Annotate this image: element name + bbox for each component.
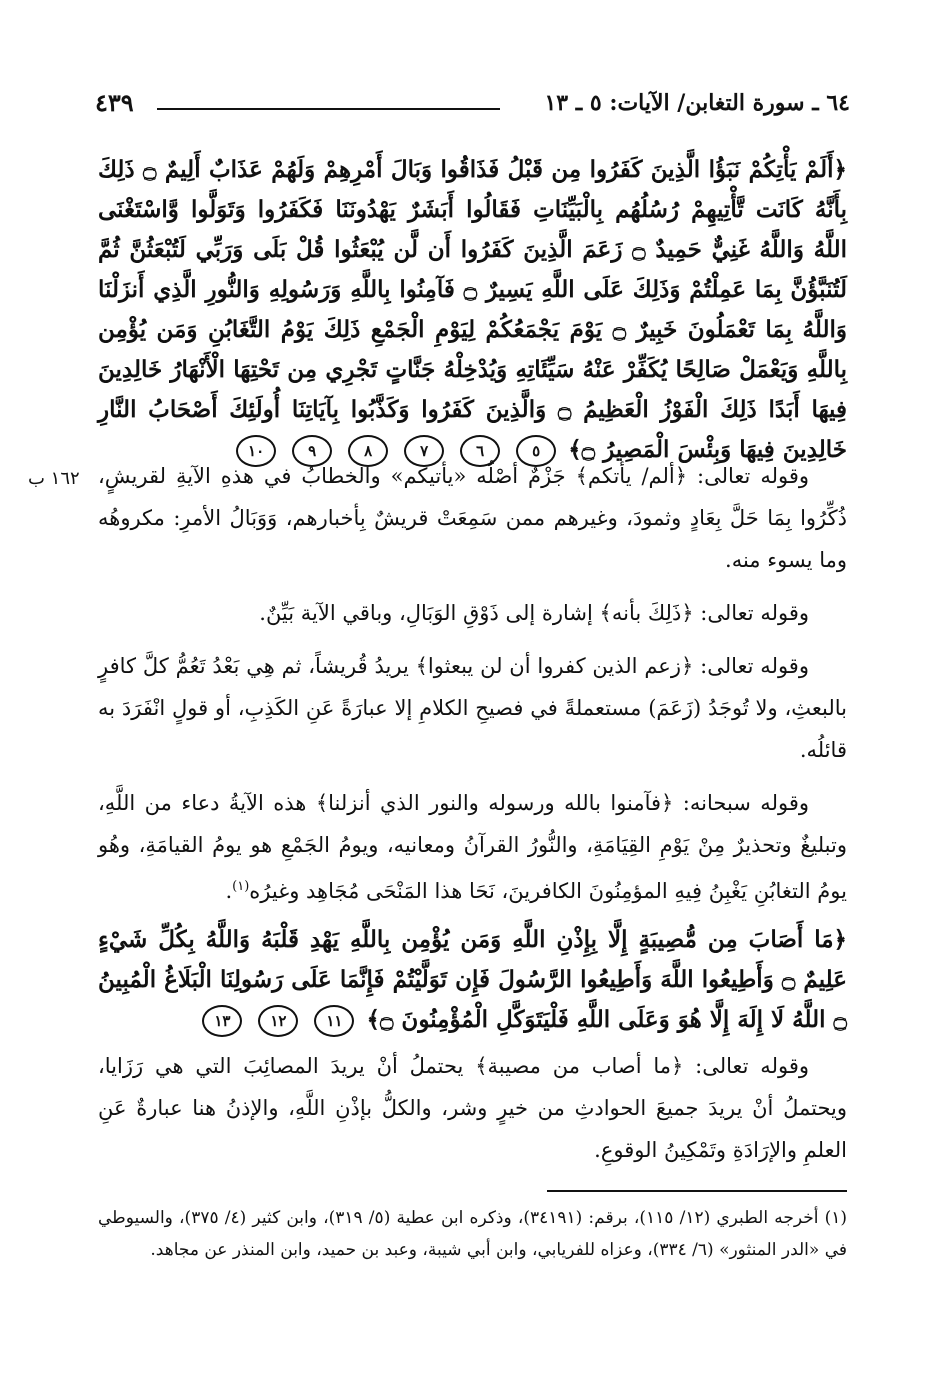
aya-number: ٩ [292,435,332,467]
manuscript-margin-note: ١٦٢ ب [28,468,80,489]
commentary-paragraph [98,645,847,771]
paragraph-text: وقوله تعالى: ﴿ذَلِكَ بأنه﴾ إشارة إلى ذَوْقِ الوَبَالِ، وباقي الآية بَيِّنٌ. [259,601,809,625]
aya-number: ١٠ [236,435,276,467]
footnote-reference: (١) [232,879,250,894]
page-number: ٤٣٩ [95,88,134,117]
aya-number: ٧ [404,435,444,467]
header-rule [157,108,500,110]
quran-verses-11-13 [98,920,847,1040]
aya-number: ١٣ [202,1005,242,1037]
quran-text: ﴿مَا أَصَابَ مِن مُّصِيبَةٍ إِلَّا بِإِذْنِ اللَّهِ وَمَن يُؤْمِن بِاللَّهِ يَهْدِ قَلْبَهُ وَاللَّهُ بِكُلِّ شَيْءٍ عَلِيمٌ ۝ وَأَطِيعُوا اللَّهَ وَأَطِيعُوا الرَّسُولَ فَإِن تَوَلَّيْتُمْ فَإِنَّمَا عَلَى رَسُولِنَا الْبَلَاغُ الْمُبِينُ ۝ اللَّهُ لَا إِلَهَ إِلَّا هُوَ وَعَلَى اللَّهِ فَلْيَتَوَكَّلِ الْمُؤْمِنُونَ ۝﴾ [98,926,848,1033]
aya-number: ٨ [348,435,388,467]
commentary-paragraph: وقوله سبحانه: ﴿فآمنوا بالله ورسوله والنور الذي أنزلنا﴾ هذه الآيةُ دعاء من اللَّهِ، وتبليغٌ وتحذيرٌ مِنْ يَوْمِ القِيَامَةِ، والنُّورُ القرآنُ ومعانيه، ويومُ الجَمْعِ هو يومُ القيامَةِ، وهُو يومُ التغابُنِ يَغْبِنُ فِيهِ المؤمِنُونَ الكافرينَ، نَحَا هذا المَنْحَى مُجَاهِد وغيرُه$^{(١)}$. [98,791,847,903]
paragraph-text: وقوله تعالى: ﴿ألم/ يأتكم﴾ جَزْمٌ أصْلُه «يأتيكم» والخطابُ في هذهِ الآيةِ لقريشٍ، ذُكِّرُوا بِمَا حَلَّ بِعَادٍ وثمودَ، وغيرهم ممن سَمِعَتْ قريشٌ بِأخبارهم، وَوَبَالُ الأمرِ: مكروهُه وما يسوء منه. [98,464,847,572]
quran-verses-5-10 [98,150,847,470]
paragraph-text: وقوله سبحانه: ﴿فآمنوا بالله ورسوله والنور الذي أنزلنا﴾ هذه الآيةُ دعاء من اللَّهِ، وتبليغٌ وتحذيرٌ مِنْ يَوْمِ القِيَامَةِ، والنُّورُ القرآنُ ومعانيه، ويومُ الجَمْعِ هو يومُ القيامَةِ، وهُو يومُ التغابُنِ يَغْبِنُ فِيهِ المؤمِنُونَ الكافرينَ، نَحَا هذا المَنْحَى مُجَاهِد وغيرُه [98,791,847,903]
commentary-paragraph [98,1045,847,1171]
commentary-paragraph [98,592,847,634]
footnote: (١) أخرجه الطبري (١٢/ ١١٥)، برقم: (٣٤١٩١)، وذكره ابن عطية (٥/ ٣١٩)، وابن كثير (٤/ ٣٧٥)، والسيوطي في «الدر المنثور» (٦/ ٣٣٤)، وعزاه للفريابي، وابن أبي شيبة، وعبد بن حميد، وابن المنذر عن مجاهد. [98,1208,848,1260]
footnote-rule [547,1190,847,1192]
running-header [95,88,850,122]
aya-number: ٦ [460,435,500,467]
paragraph-text: وقوله تعالى: ﴿ما أصاب من مصيبة﴾ يحتملُ أنْ يريدَ المصائِبَ التي هي رَزَايا، ويحتملُ أنْ يريدَ جميعَ الحوادثِ من خيرٍ وشر، والكلُّ بإذْنِ اللَّهِ، والإذنُ هنا عبارةٌ عَنِ العلمِ والإرَادَةِ وتَمْكِينُ الوقوعِ. [98,1054,847,1162]
aya-number: ١٢ [258,1005,298,1037]
verse-markers [198,1006,358,1033]
aya-number: ١١ [314,1005,354,1037]
surah-title: ٦٤ ـ سورة التغابن/ الآيات: ٥ ـ ١٣ [544,90,850,116]
quran-text: ﴿أَلَمْ يَأْتِكُمْ نَبَؤُا الَّذِينَ كَفَرُوا مِن قَبْلُ فَذَاقُوا وَبَالَ أَمْرِهِمْ وَلَهُمْ عَذَابٌ أَلِيمٌ ۝ ذَلِكَ بِأَنَّهُ كَانَت تَّأْتِيهِمْ رُسُلُهُم بِالْبَيِّنَاتِ فَقَالُوا أَبَشَرٌ يَهْدُونَنَا فَكَفَرُوا وَتَوَلَّوا وَّاسْتَغْنَى اللَّهُ وَاللَّهُ غَنِيٌّ حَمِيدٌ ۝ زَعَمَ الَّذِينَ كَفَرُوا أَن لَّن يُبْعَثُوا قُلْ بَلَى وَرَبِّي لَتُبْعَثُنَّ ثُمَّ لَتُنَبَّؤُنَّ بِمَا عَمِلْتُمْ وَذَلِكَ عَلَى اللَّهِ يَسِيرٌ ۝ فَآمِنُوا بِاللَّهِ وَرَسُولِهِ وَالنُّورِ الَّذِي أَنزَلْنَا وَاللَّهُ بِمَا تَعْمَلُونَ خَبِيرٌ ۝ يَوْمَ يَجْمَعُكُمْ لِيَوْمِ الْجَمْعِ ذَلِكَ يَوْمُ التَّغَابُنِ وَمَن يُؤْمِن بِاللَّهِ وَيَعْمَلْ صَالِحًا يُكَفِّرْ عَنْهُ سَيِّئَاتِهِ وَيُدْخِلْهُ جَنَّاتٍ تَجْرِي مِن تَحْتِهَا الْأَنْهَارُ خَالِدِينَ فِيهَا أَبَدًا ذَلِكَ الْفَوْزُ الْعَظِيمُ ۝ وَالَّذِينَ كَفَرُوا وَكَذَّبُوا بِآيَاتِنَا أُولَئِكَ أَصْحَابُ النَّارِ خَالِدِينَ فِيهَا وَبِئْسَ الْمَصِيرُ ۝﴾ [98,156,848,463]
aya-number: ٥ [516,435,556,467]
paragraph-text: وقوله تعالى: ﴿زعم الذين كفروا أن لن يبعثوا﴾ يريدُ قُريشاً، ثم هِي بَعْدُ تَعُمُّ كلَّ كافرٍ بالبعثِ، ولا تُوجَدُ (زَعَمَ) مستعملةً في فصيحِ الكلامِ إلا عبارَةً عَنِ الكَذِبِ، أو قولٍ انْفَرَدَ به قائلُه. [98,654,847,762]
commentary-paragraph [98,455,847,581]
